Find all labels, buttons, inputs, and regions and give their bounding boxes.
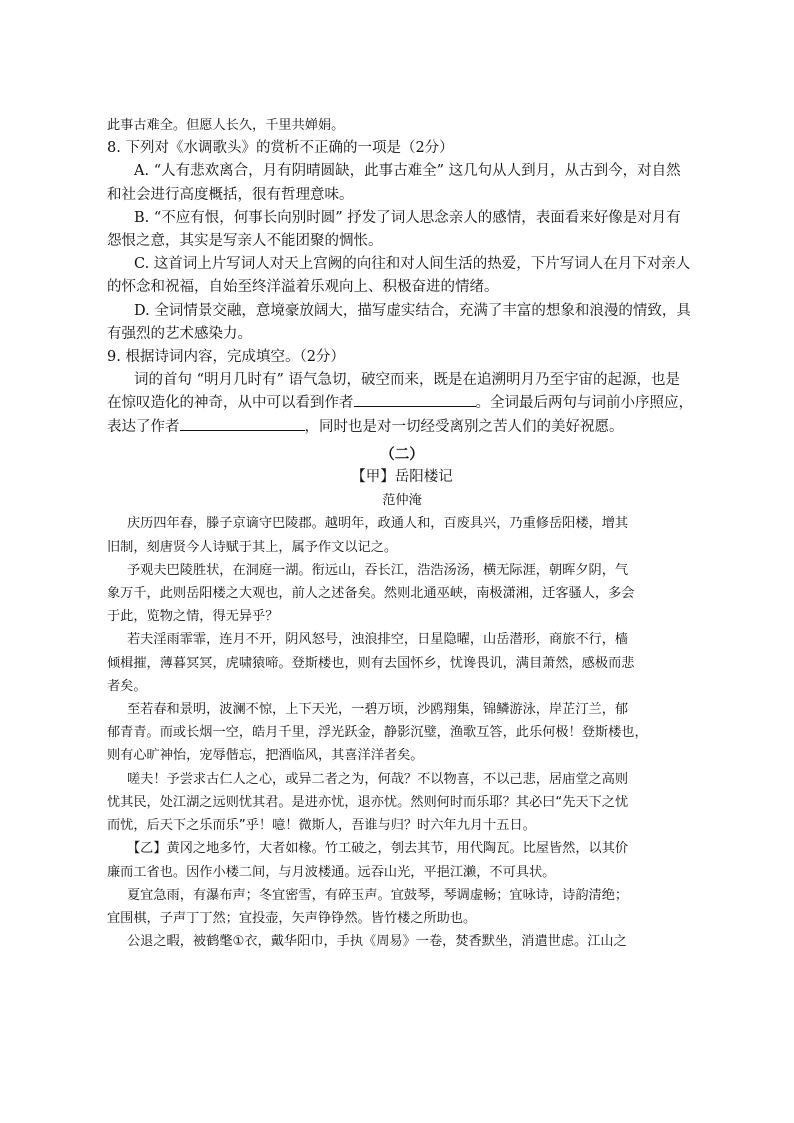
fill-blank-2[interactable] xyxy=(180,416,305,431)
passage-p2-line1: 予观夫巴陵胜状，在洞庭一湖。衔远山，吞长江，浩浩汤汤，横无际涯，朝晖夕阴，气 xyxy=(127,562,629,578)
passage-p4-line1: 至若春和景明，波澜不惊，上下天光，一碧万顷，沙鸥翔集，锦鳞游泳，岸芷汀兰，郁 xyxy=(127,702,629,718)
q9-line2-before: 在惊叹造化的神奇，从中可以看到作者 xyxy=(107,395,354,412)
question-9-text-line3 xyxy=(107,416,697,439)
passage-author: 范仲淹 xyxy=(382,493,422,509)
question-9-text-line2 xyxy=(107,392,697,415)
passage-p4-line2: 郁青青。而或长烟一空，皓月千里，浮光跃金，静影沉璧，渔歌互答，此乐何极！登斯楼也， xyxy=(107,725,648,741)
passage-title: 【甲】岳阳楼记 xyxy=(351,469,453,486)
passage-yi-p1-line1: 【乙】黄冈之地多竹，大者如椽。竹工破之，刳去其节，用代陶瓦。比屋皆然，以其价 xyxy=(127,841,629,857)
passage-p5-line3: 而忧，后天下之乐而乐”乎！噫！微斯人，吾谁与归？时六年九月十五日。 xyxy=(107,818,536,834)
option-8b-line1: B. “不应有恨，何事长向别时圆” 抒发了词人思念亲人的感情，表面看来好像是对月有 xyxy=(134,209,681,226)
passage-yi-p2-line2: 宜围棋，子声丁丁然；宜投壶，矢声铮铮然。皆竹楼之所助也。 xyxy=(107,910,477,926)
passage-p3-line2: 倾楫摧，薄暮冥冥，虎啸猿啼。登斯楼也，则有去国怀乡，忧谗畏讥，满目萧然，感极而悲 xyxy=(107,655,635,671)
passage-yi-p3-line1: 公退之暇，被鹤氅①衣，戴华阳巾，手执《周易》一卷，焚香默坐，消遣世虑。江山之 xyxy=(127,934,627,950)
q9-line3-before: 表达了作者 xyxy=(107,418,180,435)
option-8a-line1: A. “人有悲欢离合，月有阴晴圆缺，此事古难全” 这几句从人到月，从古到今，对自然 xyxy=(134,163,681,180)
question-9-text-line1: 词的首句 “明月几时有” 语气急切，破空而来，既是在追溯明月乃至宇宙的起源，也是 xyxy=(134,372,681,389)
option-8d-line1: D. 全词情景交融，意境豪放阔大，描写虚实结合，充满了丰富的想象和浪漫的情致，具 xyxy=(134,302,691,319)
q9-line3-after: ，同时也是对一切经受离别之苦人们的美好祝愿。 xyxy=(304,418,624,435)
passage-p5-line2: 忧其民，处江湖之远则忧其君。是进亦忧，退亦忧。然则何时而乐耶？其必曰“先天下之忧 xyxy=(107,794,629,810)
passage-p1-line1: 庆历四年春，滕子京谪守巴陵郡。越明年，政通人和，百废具兴，乃重修岳阳楼，增其 xyxy=(127,516,629,532)
q9-line2-after: 。全词最后两句与词前小序照应， xyxy=(475,395,693,412)
passage-p2-line3: 于此，览物之情，得无异乎？ xyxy=(107,609,279,625)
passage-yi-p1-line2: 廉而工省也。因作小楼二间，与月波楼通。远吞山光，平挹江濑，不可具状。 xyxy=(107,864,556,880)
section-heading: （二） xyxy=(380,445,424,463)
passage-p3-line1: 若夫淫雨霏霏，连月不开，阴风怒号，浊浪排空，日星隐曜，山岳潜形，商旅不行，樯 xyxy=(127,632,629,648)
fill-blank-1[interactable] xyxy=(354,392,476,407)
poem-closing-line: 此事古难全。但愿人长久，千里共婵娟。 xyxy=(107,118,345,133)
passage-yi-p2-line1: 夏宜急雨，有瀑布声；冬宜密雪，有碎玉声。宜鼓琴，琴调虚畅；宜咏诗，诗韵清绝； xyxy=(127,887,629,903)
passage-p3-line3: 者矣。 xyxy=(107,678,147,694)
option-8a-line2: 和社会进行高度概括，很有哲理意味。 xyxy=(107,186,354,203)
option-8c-line2: 的怀念和祝福，自始至终洋溢着乐观向上、积极奋进的情绪。 xyxy=(107,279,499,296)
passage-p4-line3: 则有心旷神怡，宠辱偕忘，把酒临风，其喜洋洋者矣。 xyxy=(107,748,424,764)
passage-p2-line2: 象万千，此则岳阳楼之大观也，前人之述备矣。然则北通巫峡，南极潇湘，迁客骚人，多会 xyxy=(107,586,635,602)
option-8c-line1: C. 这首词上片写词人对天上宫阙的向往和对人间生活的热爱，下片写词人在月下对亲人 xyxy=(134,256,691,273)
option-8d-line2: 有强烈的艺术感染力。 xyxy=(107,325,252,342)
passage-p1-line2: 旧制，刻唐贤今人诗赋于其上，属予作文以记之。 xyxy=(107,539,398,555)
document-page xyxy=(107,114,697,953)
passage-p5-line1: 嗟夫！予尝求古仁人之心，或异二者之为，何哉？不以物喜，不以己悲，居庙堂之高则 xyxy=(127,771,629,787)
option-8b-line2: 怨恨之意，其实是写亲人不能团聚的惆怅。 xyxy=(107,233,383,250)
question-8: 8. 下列对《水调歌头》的赏析不正确的一项是（2分） xyxy=(107,140,454,157)
question-9: 9. 根据诗词内容，完成填空。（2分） xyxy=(107,349,345,366)
